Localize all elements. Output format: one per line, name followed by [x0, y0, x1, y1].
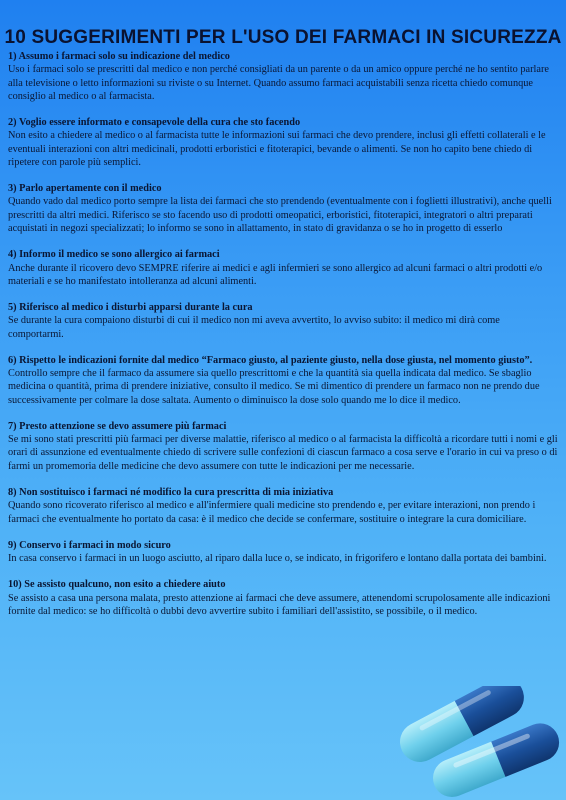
tip-item	[8, 539, 558, 566]
tip-item	[8, 486, 558, 526]
tips-list	[8, 50, 558, 631]
tip-heading: 3) Parlo apertamente con il medico	[8, 183, 162, 195]
tip-body: Non esito a chiedere al medico o al farmacista tutte le informazioni sui farmaci che devo prendere, inclusi gli effetti collaterali e le eventuali interazioni con altri medicinali, prodotti erboristici e fitoterapici, bevande o alimenti. Se non ho capito bene chiedo di ripetere con parole più semplici.	[8, 130, 546, 168]
tip-heading: 2) Voglio essere informato e consapevole della cura che sto facendo	[8, 117, 301, 129]
tip-body: Quando sono ricoverato riferisco al medico e all'infermiere quali medicine sto prendendo e, per evitare interazioni, non prendo i farmaci che eventualmente ho portato da casa: è il medico che decide se confermare, sostituire o integrare la cura domiciliare.	[8, 500, 536, 525]
tip-heading: 9) Conservo i farmaci in modo sicuro	[8, 539, 171, 551]
page-title: 10 SUGGERIMENTI PER L'USO DEI FARMACI IN SICUREZZA	[4, 26, 562, 48]
tip-item	[8, 578, 558, 618]
tip-item	[8, 182, 558, 235]
capsule-pills-icon	[372, 686, 566, 800]
tip-heading: 8) Non sostituisco i farmaci né modifico la cura prescritta di mia iniziativa	[8, 486, 334, 498]
tip-heading: 5) Riferisco al medico i disturbi apparsi durante la cura	[8, 302, 253, 314]
tip-body: Se mi sono stati prescritti più farmaci per diverse malattie, riferisco al medico o al farmacista la difficoltà a ricordare tutti i nomi e gli orari di assunzione ed eventualmente chiedo di scrivere sulle confezioni di ciascun farmaco a cosa serve e l'orario in cui va preso o di farmi un promemoria delle medicine che devo assumere con tutte le indicazioni per me necessarie.	[8, 434, 558, 472]
tip-heading: 10) Se assisto qualcuno, non esito a chiedere aiuto	[8, 579, 226, 591]
tip-body: Controllo sempre che il farmaco da assumere sia quello prescrittomi e che la quantità sia quella indicata dal medico. Se sbaglio medicina o quantità, prima di prendere iniziative, consulto il medico. Se mi dimentico di prendere un farmaco non ne prendo due successivamente per colmare la dose saltata. Aumento o diminuisco la dose solo quando me lo dice il medico.	[8, 368, 540, 406]
tip-item	[8, 248, 558, 288]
tip-item	[8, 354, 558, 407]
tip-heading: 6) Rispetto le indicazioni fornite dal medico “Farmaco giusto, al paziente giusto, nella dose giusta, nel momento giusto”.	[8, 354, 533, 366]
tip-body: Uso i farmaci solo se prescritti dal medico e non perché consigliati da un parente o da un amico oppure perché ne ho sentito parlare alla televisione o letto informazioni su riviste o su Internet. Quando assumo farmaci acquistabili senza ricetta chiedo comunque consiglio al medico o al farmacista.	[8, 64, 549, 102]
tip-body: Se assisto a casa una persona malata, presto attenzione ai farmaci che deve assumere, attenendomi scrupolosamente alle indicazioni fornite dal medico: se ho difficoltà o dubbi devo avvertire subito i familiari dell'assistito, se possibile, o il medico.	[8, 592, 551, 617]
tip-body: Se durante la cura compaiono disturbi di cui il medico non mi aveva avvertito, lo avviso subito: il medico mi dirà come comportarmi.	[8, 315, 500, 340]
tip-item	[8, 50, 558, 103]
tip-body: Anche durante il ricovero devo SEMPRE riferire ai medici e agli infermieri se sono allergico ad alcuni farmaci o altri prodotti e/o materiali e se ho manifestato intolleranza ad alcuni alimenti.	[8, 262, 543, 287]
tip-body: Quando vado dal medico porto sempre la lista dei farmaci che sto prendendo (eventualmente con i foglietti illustrativi), anche quelli prescritti da altri medici. Riferisco se sto facendo uso di prodotti omeopatici, erboristici, fitoterapici, integratori o altri preparati acquistati in negozi specializzati; lo informo se sono in allattamento, in stato di gravidanza o se ho in progetto di esserlo	[8, 196, 552, 235]
tip-item	[8, 116, 558, 169]
tip-item	[8, 420, 558, 473]
tip-heading: 4) Informo il medico se sono allergico ai farmaci	[8, 249, 220, 261]
tip-item	[8, 301, 558, 341]
tip-heading: 7) Presto attenzione se devo assumere più farmaci	[8, 420, 227, 432]
tip-heading: 1) Assumo i farmaci solo su indicazione del medico	[8, 51, 230, 62]
tip-body: In casa conservo i farmaci in un luogo asciutto, al riparo dalla luce o, se indicato, in frigorifero e lontano dalla portata dei bambini.	[8, 553, 547, 565]
